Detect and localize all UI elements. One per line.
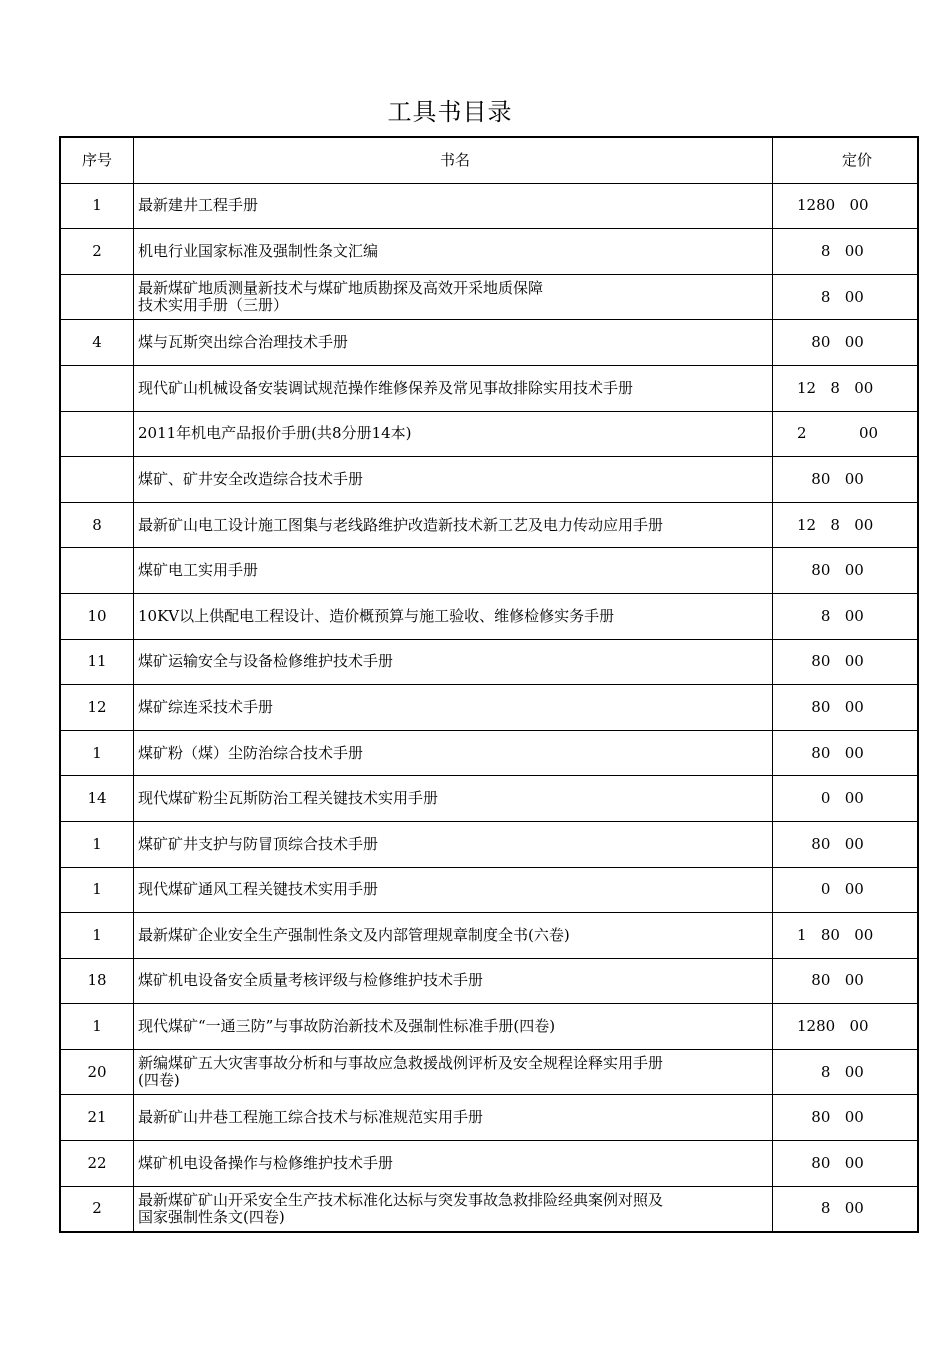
table-row xyxy=(60,1004,918,1050)
row-number: 1 xyxy=(60,867,134,913)
row-book-name xyxy=(134,1095,773,1141)
table-row xyxy=(60,1186,918,1232)
row-number: 4 xyxy=(60,320,134,366)
table-row xyxy=(60,821,918,867)
header-book-name: 书名 xyxy=(134,137,773,183)
book-name-text: 现代煤矿粉尘瓦斯防治工程关键技术实用手册 xyxy=(138,789,439,808)
row-number: 18 xyxy=(60,958,134,1004)
row-number: 8 xyxy=(60,502,134,548)
table-row xyxy=(60,365,918,411)
book-name-text: 煤矿综连采技术手册 xyxy=(138,697,274,716)
book-name-text: 煤矿运输安全与设备检修维护技术手册 xyxy=(138,652,394,671)
row-book-name xyxy=(134,1141,773,1187)
table-row xyxy=(60,274,918,320)
row-book-name xyxy=(134,548,773,594)
row-price: 1280 00 xyxy=(773,1004,919,1050)
row-book-name xyxy=(134,411,773,457)
book-name-text: 现代矿山机械设备安装调试规范操作维修保养及常见事故排除实用技术手册 xyxy=(138,378,634,397)
table-header-row xyxy=(60,137,918,183)
row-number: 1 xyxy=(60,183,134,229)
book-name-text: 煤矿粉（煤）尘防治综合技术手册 xyxy=(138,743,364,762)
row-price: 80 00 xyxy=(773,685,919,731)
row-price: 1 80 00 xyxy=(773,913,919,959)
row-number: 1 xyxy=(60,821,134,867)
row-price: 8 00 xyxy=(773,274,919,320)
book-name-text: 煤矿、矿井安全改造综合技术手册 xyxy=(138,469,364,488)
row-number: 2 xyxy=(60,1186,134,1232)
row-price: 80 00 xyxy=(773,730,919,776)
table-row xyxy=(60,1141,918,1187)
table-row xyxy=(60,685,918,731)
page-title: 工具书目录 xyxy=(387,98,513,126)
table-row xyxy=(60,913,918,959)
row-book-name xyxy=(134,502,773,548)
row-book-name xyxy=(134,821,773,867)
book-name-text: 机电行业国家标准及强制性条文汇编 xyxy=(138,241,379,260)
book-name-text: 新编煤矿五大灾害事故分析和与事故应急救援战例评析及安全规程诠释实用手册 (四卷) xyxy=(138,1054,664,1090)
row-number: 21 xyxy=(60,1095,134,1141)
row-price: 2 00 xyxy=(773,411,919,457)
book-name-text: 最新矿山井巷工程施工综合技术与标准规范实用手册 xyxy=(138,1108,484,1127)
book-name-text: 10KV以上供配电工程设计、造价概预算与施工验收、维修检修实务手册 xyxy=(138,606,615,625)
row-book-name xyxy=(134,320,773,366)
row-price: 80 00 xyxy=(773,821,919,867)
table-row xyxy=(60,183,918,229)
row-book-name xyxy=(134,1049,773,1095)
book-name-text: 煤与瓦斯突出综合治理技术手册 xyxy=(138,333,349,352)
row-number xyxy=(60,365,134,411)
table-row xyxy=(60,229,918,275)
row-book-name xyxy=(134,229,773,275)
row-price: 8 00 xyxy=(773,1049,919,1095)
row-number: 11 xyxy=(60,639,134,685)
row-book-name xyxy=(134,183,773,229)
row-price: 80 00 xyxy=(773,1141,919,1187)
book-name-text: 煤矿机电设备安全质量考核评级与检修维护技术手册 xyxy=(138,971,484,990)
row-number: 12 xyxy=(60,685,134,731)
row-book-name xyxy=(134,730,773,776)
book-name-text: 现代煤矿通风工程关键技术实用手册 xyxy=(138,880,379,899)
table-row xyxy=(60,548,918,594)
row-price: 8 00 xyxy=(773,593,919,639)
book-name-text: 2011年机电产品报价手册(共8分册14本) xyxy=(138,424,412,443)
row-book-name xyxy=(134,457,773,503)
row-price: 80 00 xyxy=(773,1095,919,1141)
row-book-name xyxy=(134,639,773,685)
table-row xyxy=(60,593,918,639)
table-row xyxy=(60,776,918,822)
book-name-text: 最新煤矿地质测量新技术与煤矿地质勘探及高效开采地质保障 技术实用手册（三册） xyxy=(138,279,544,315)
book-name-text: 煤矿矿井支护与防冒顶综合技术手册 xyxy=(138,834,379,853)
table-row xyxy=(60,867,918,913)
row-price: 8 00 xyxy=(773,1186,919,1232)
row-book-name xyxy=(134,913,773,959)
table-row xyxy=(60,320,918,366)
row-number xyxy=(60,411,134,457)
table-row xyxy=(60,639,918,685)
row-number: 1 xyxy=(60,913,134,959)
row-price: 12 8 00 xyxy=(773,365,919,411)
row-price: 8 00 xyxy=(773,229,919,275)
row-price: 1280 00 xyxy=(773,183,919,229)
row-price: 80 00 xyxy=(773,639,919,685)
table-row xyxy=(60,958,918,1004)
table-row xyxy=(60,502,918,548)
book-name-text: 最新煤矿矿山开采安全生产技术标准化达标与突发事故急救排险经典案例对照及 国家强制性条文(四卷) xyxy=(138,1190,664,1226)
row-price: 80 00 xyxy=(773,457,919,503)
row-price: 80 00 xyxy=(773,548,919,594)
row-book-name xyxy=(134,593,773,639)
book-name-text: 煤矿机电设备操作与检修维护技术手册 xyxy=(138,1153,394,1172)
row-book-name xyxy=(134,1186,773,1232)
row-price: 0 00 xyxy=(773,867,919,913)
row-number xyxy=(60,548,134,594)
row-number xyxy=(60,274,134,320)
row-price: 80 00 xyxy=(773,320,919,366)
table-row xyxy=(60,457,918,503)
row-number: 20 xyxy=(60,1049,134,1095)
table-row xyxy=(60,1095,918,1141)
header-price: 定价 xyxy=(773,137,919,183)
row-book-name xyxy=(134,1004,773,1050)
row-book-name xyxy=(134,365,773,411)
book-name-text: 最新建井工程手册 xyxy=(138,196,259,215)
table-row xyxy=(60,411,918,457)
row-book-name xyxy=(134,867,773,913)
row-number: 14 xyxy=(60,776,134,822)
row-number: 10 xyxy=(60,593,134,639)
row-book-name xyxy=(134,776,773,822)
book-name-text: 煤矿电工实用手册 xyxy=(138,561,259,580)
row-price: 0 00 xyxy=(773,776,919,822)
table-row xyxy=(60,730,918,776)
row-price: 12 8 00 xyxy=(773,502,919,548)
row-number: 1 xyxy=(60,730,134,776)
row-book-name xyxy=(134,685,773,731)
book-name-text: 最新矿山电工设计施工图集与老线路维护改造新技术新工艺及电力传动应用手册 xyxy=(138,515,664,534)
row-number: 2 xyxy=(60,229,134,275)
book-name-text: 最新煤矿企业安全生产强制性条文及内部管理规章制度全书(六卷) xyxy=(138,925,570,944)
row-number: 1 xyxy=(60,1004,134,1050)
row-price: 80 00 xyxy=(773,958,919,1004)
table-row xyxy=(60,1049,918,1095)
book-catalog-table xyxy=(59,136,919,1233)
row-number: 22 xyxy=(60,1141,134,1187)
book-name-text: 现代煤矿“一通三防”与事故防治新技术及强制性标准手册(四卷) xyxy=(138,1017,556,1036)
header-number: 序号 xyxy=(60,137,134,183)
row-book-name xyxy=(134,274,773,320)
row-number xyxy=(60,457,134,503)
row-book-name xyxy=(134,958,773,1004)
